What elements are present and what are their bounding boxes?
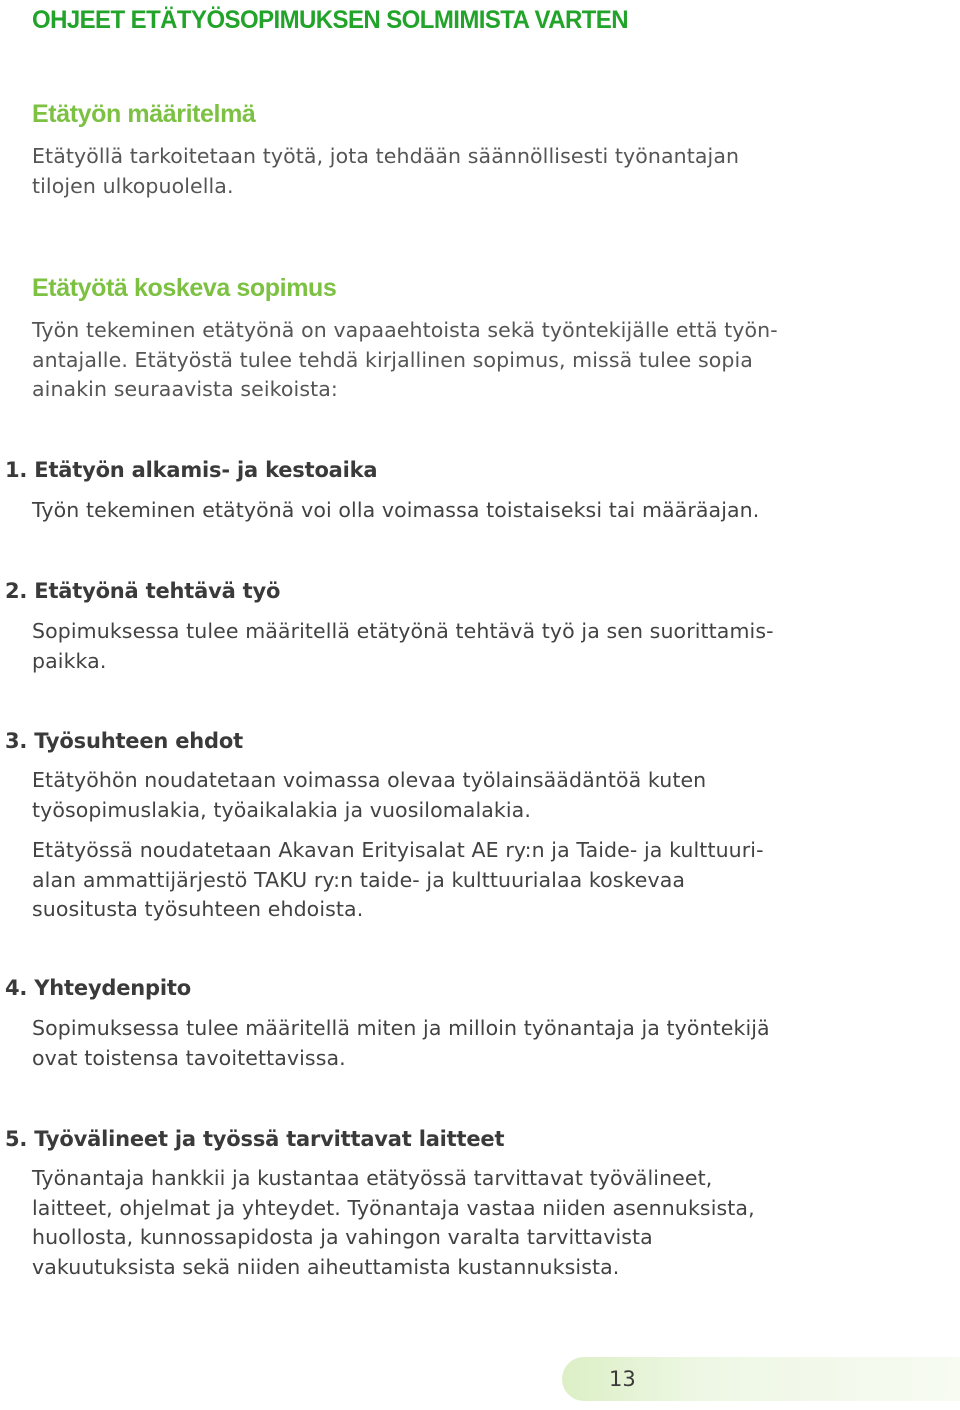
page-title: OHJEET ETÄTYÖSOPIMUKSEN SOLMIMISTA VARTEN [32, 6, 628, 34]
section-3-text-2: Etätyössä noudatetaan Akavan Erityisalat AE ry:n ja Taide- ja kulttuuri- alan ammattijärjestö TAKU ry:n taide- ja kulttuurialaa koskevaa suositusta työsuhteen ehdoista. [32, 838, 764, 921]
section-2-heading: 2. Etätyönä tehtävä työ [5, 579, 281, 603]
section-4-heading: 4. Yhteydenpito [5, 976, 191, 1000]
agreement-heading: Etätyötä koskeva sopimus [32, 274, 337, 302]
section-1-heading: 1. Etätyön alkamis- ja kestoaika [5, 458, 378, 482]
page-number: 13 [609, 1367, 636, 1391]
agreement-text: Työn tekeminen etätyönä on vapaaehtoista sekä työntekijälle että työn- antajalle. Etätyöstä tulee tehdä kirjallinen sopimus, missä tulee sopia ainakin seuraavista seikoista: [32, 318, 778, 401]
section-3-heading: 3. Työsuhteen ehdot [5, 729, 243, 753]
section-3-text-1: Etätyöhön noudatetaan voimassa olevaa työlainsäädäntöä kuten työsopimuslakia, työaikalakia ja vuosilomalakia. [32, 768, 707, 822]
section-5-text: Työnantaja hankkii ja kustantaa etätyössä tarvittavat työvälineet, laitteet, ohjelmat ja yhteydet. Työnantaja vastaa niiden asennuksista, huollosta, kunnossapidosta ja vahingon varalta tarvittavista vakuutuksista sekä niiden aiheuttamista kustannuksista. [32, 1166, 755, 1279]
section-1-text: Työn tekeminen etätyönä voi olla voimassa toistaiseksi tai määräajan. [32, 498, 760, 522]
section-2-text: Sopimuksessa tulee määritellä etätyönä tehtävä työ ja sen suorittamis- paikka. [32, 619, 774, 673]
definition-text: Etätyöllä tarkoitetaan työtä, jota tehdään säännöllisesti työnantajan tilojen ulkopuolella. [32, 144, 740, 198]
section-5-heading: 5. Työvälineet ja työssä tarvittavat laitteet [5, 1127, 505, 1151]
definition-heading: Etätyön määritelmä [32, 100, 256, 128]
section-4-text: Sopimuksessa tulee määritellä miten ja milloin työnantaja ja työntekijä ovat toistensa tavoitettavissa. [32, 1016, 770, 1070]
